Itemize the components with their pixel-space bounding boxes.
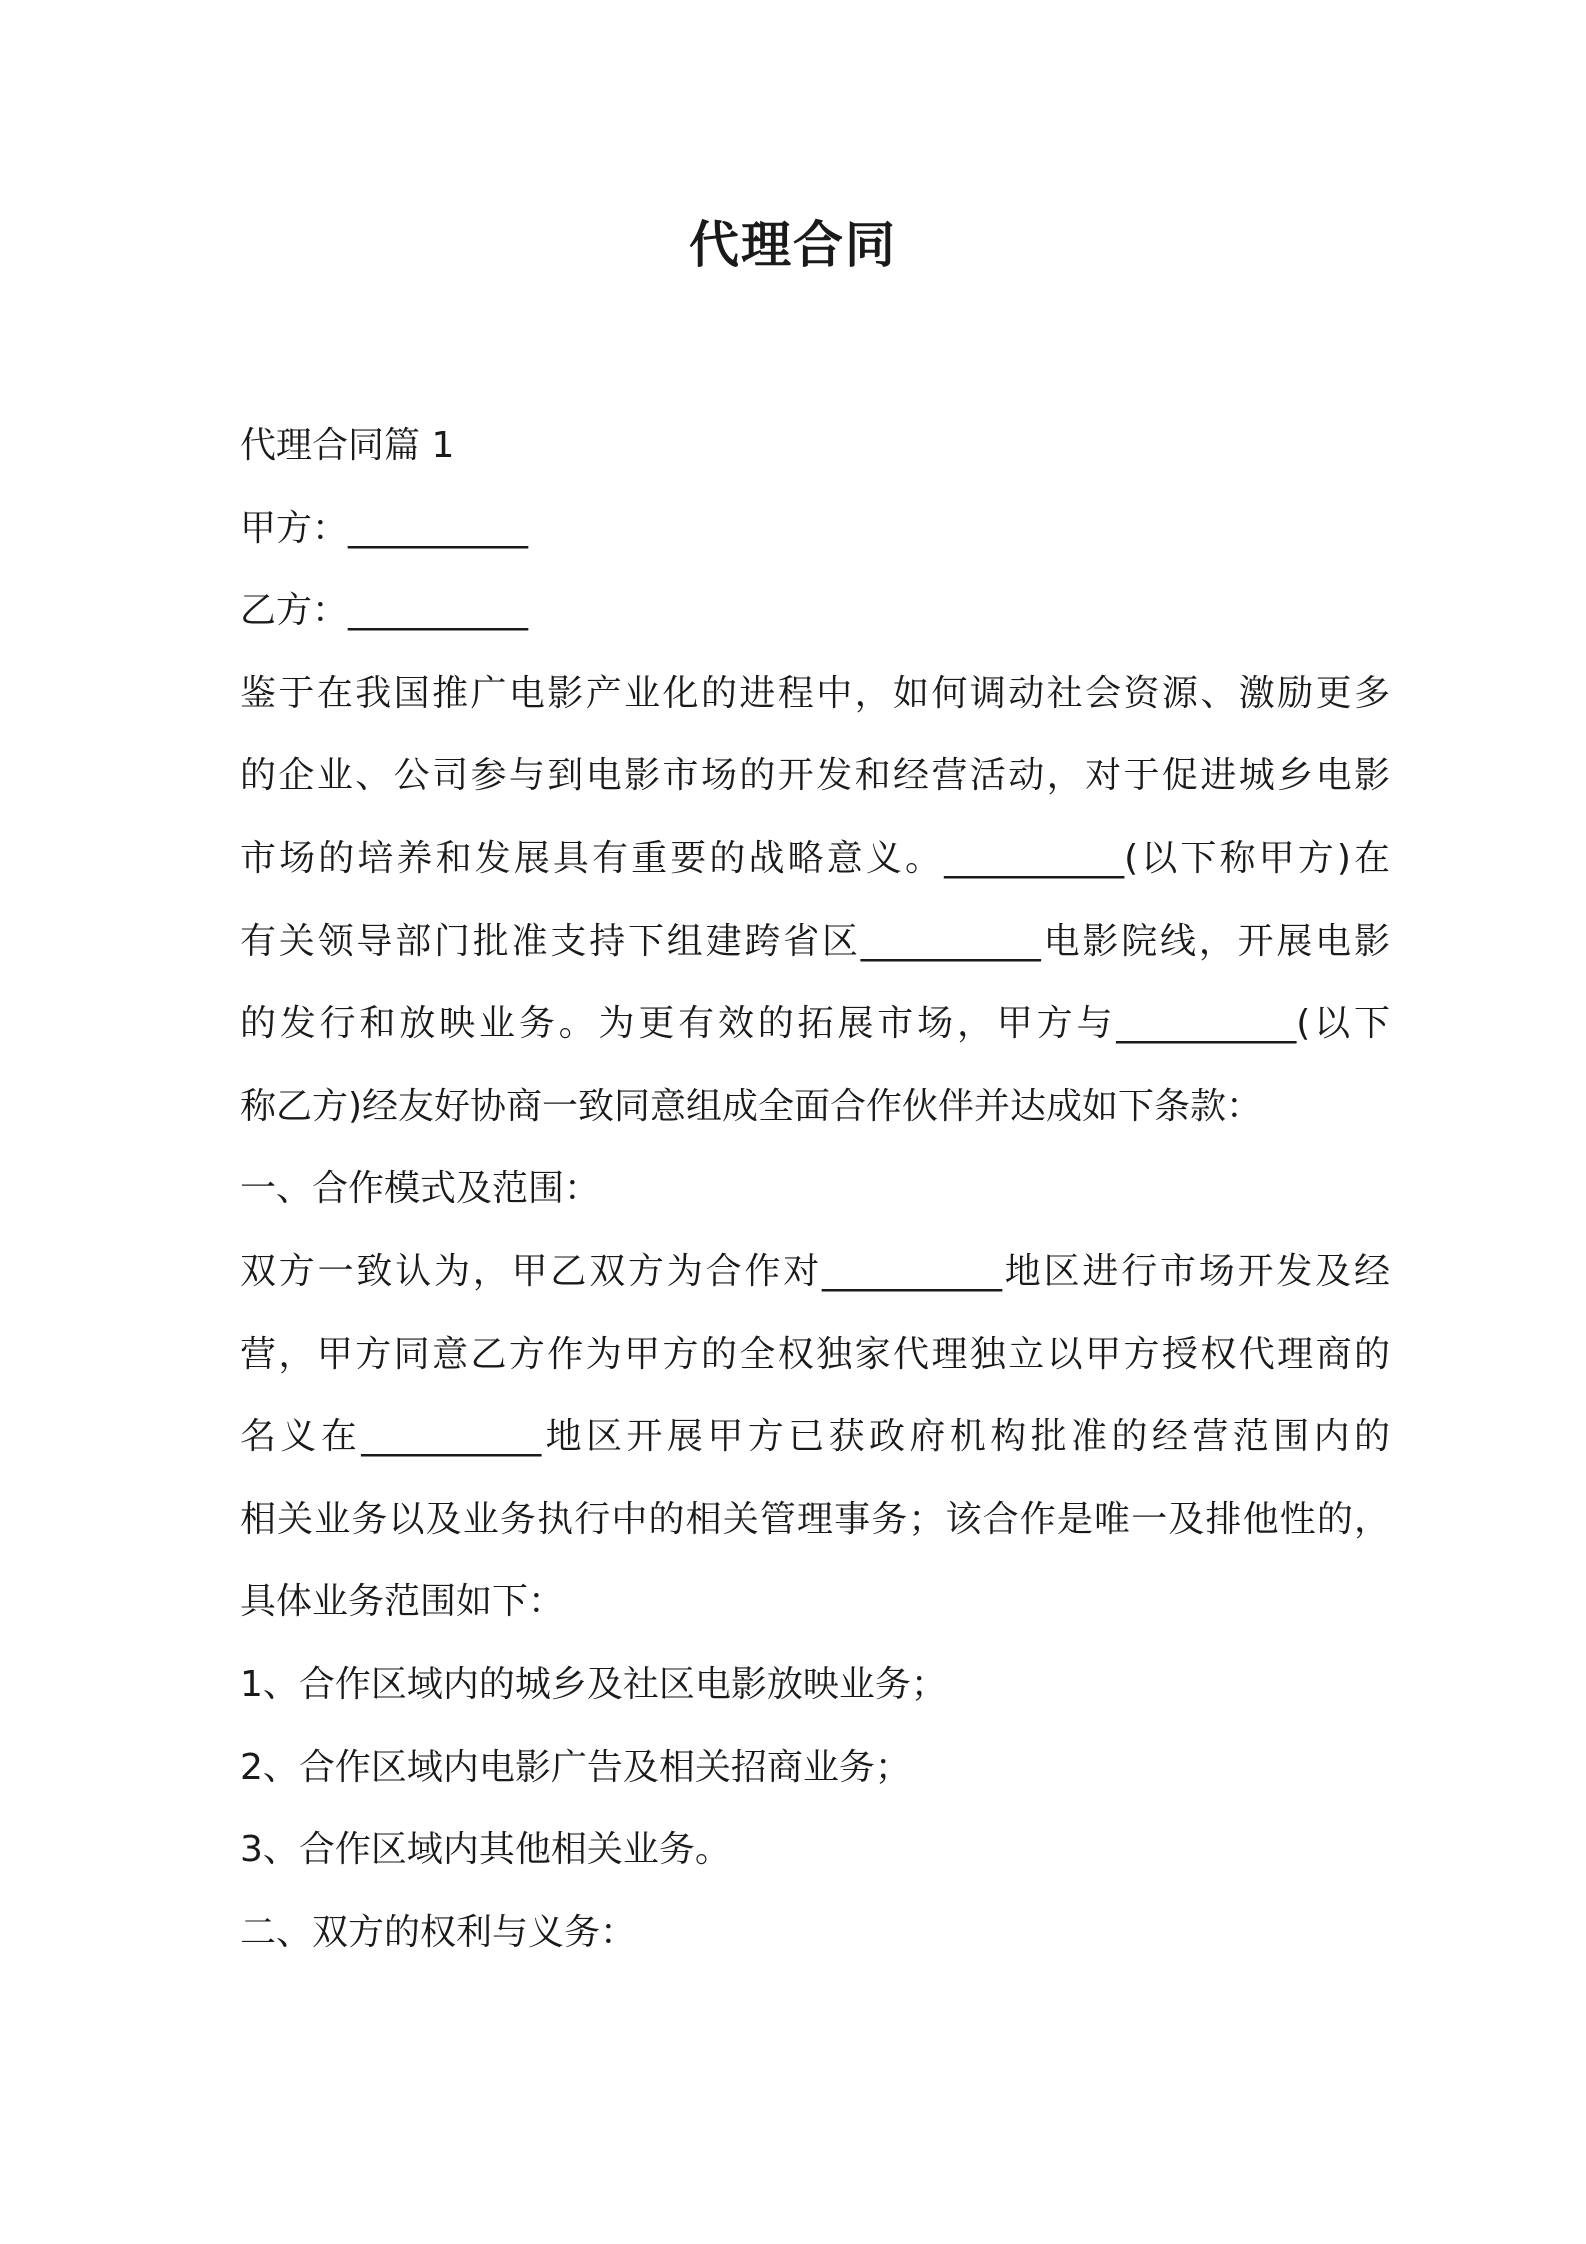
document-title: 代理合同 bbox=[689, 216, 897, 274]
list-item: 3、合作区域内其他相关业务。 bbox=[240, 1829, 731, 1871]
preamble-line: 市场的培养和发展具有重要的战略意义。__________(以下称甲方)在 bbox=[240, 837, 1390, 879]
list-item: 1、合作区域内的城乡及社区电影放映业务； bbox=[240, 1663, 947, 1705]
clause-paragraph-line: 具体业务范围如下： bbox=[240, 1581, 565, 1623]
preamble-line: 的企业、公司参与到电影市场的开发和经营活动，对于促进城乡电影 bbox=[240, 755, 1390, 797]
preamble-line: 有关领导部门批准支持下组建跨省区__________电影院线，开展电影 bbox=[240, 920, 1390, 962]
preamble-line: 鉴于在我国推广电影产业化的进程中，如何调动社会资源、激励更多 bbox=[240, 672, 1390, 714]
preamble-line: 称乙方)经友好协商一致同意组成全面合作伙伴并达成如下条款： bbox=[240, 1085, 1263, 1127]
clause-paragraph-line: 相关业务以及业务执行中的相关管理事务；该合作是唯一及排他性的， bbox=[240, 1498, 1390, 1540]
clause-paragraph-line: 双方一致认为，甲乙双方为合作对__________地区进行市场开发及经 bbox=[240, 1250, 1390, 1292]
preamble-line: 的发行和放映业务。为更有效的拓展市场，甲方与__________(以下 bbox=[240, 1003, 1390, 1045]
list-item: 2、合作区域内电影广告及相关招商业务； bbox=[240, 1746, 911, 1788]
party-a-line: 甲方：__________ bbox=[240, 507, 529, 549]
clause-paragraph-line: 营，甲方同意乙方作为甲方的全权独家代理独立以甲方授权代理商的 bbox=[240, 1333, 1390, 1375]
party-b-line: 乙方：__________ bbox=[240, 590, 529, 632]
clause-heading-2: 二、双方的权利与义务： bbox=[240, 1911, 637, 1953]
clause-heading-1: 一、合作模式及范围： bbox=[240, 1168, 601, 1210]
clause-paragraph-line: 名义在__________地区开展甲方已获政府机构批准的经营范围内的 bbox=[240, 1416, 1390, 1458]
document-body bbox=[240, 405, 1390, 1974]
section-heading-part-1: 代理合同篇 1 bbox=[240, 425, 455, 466]
